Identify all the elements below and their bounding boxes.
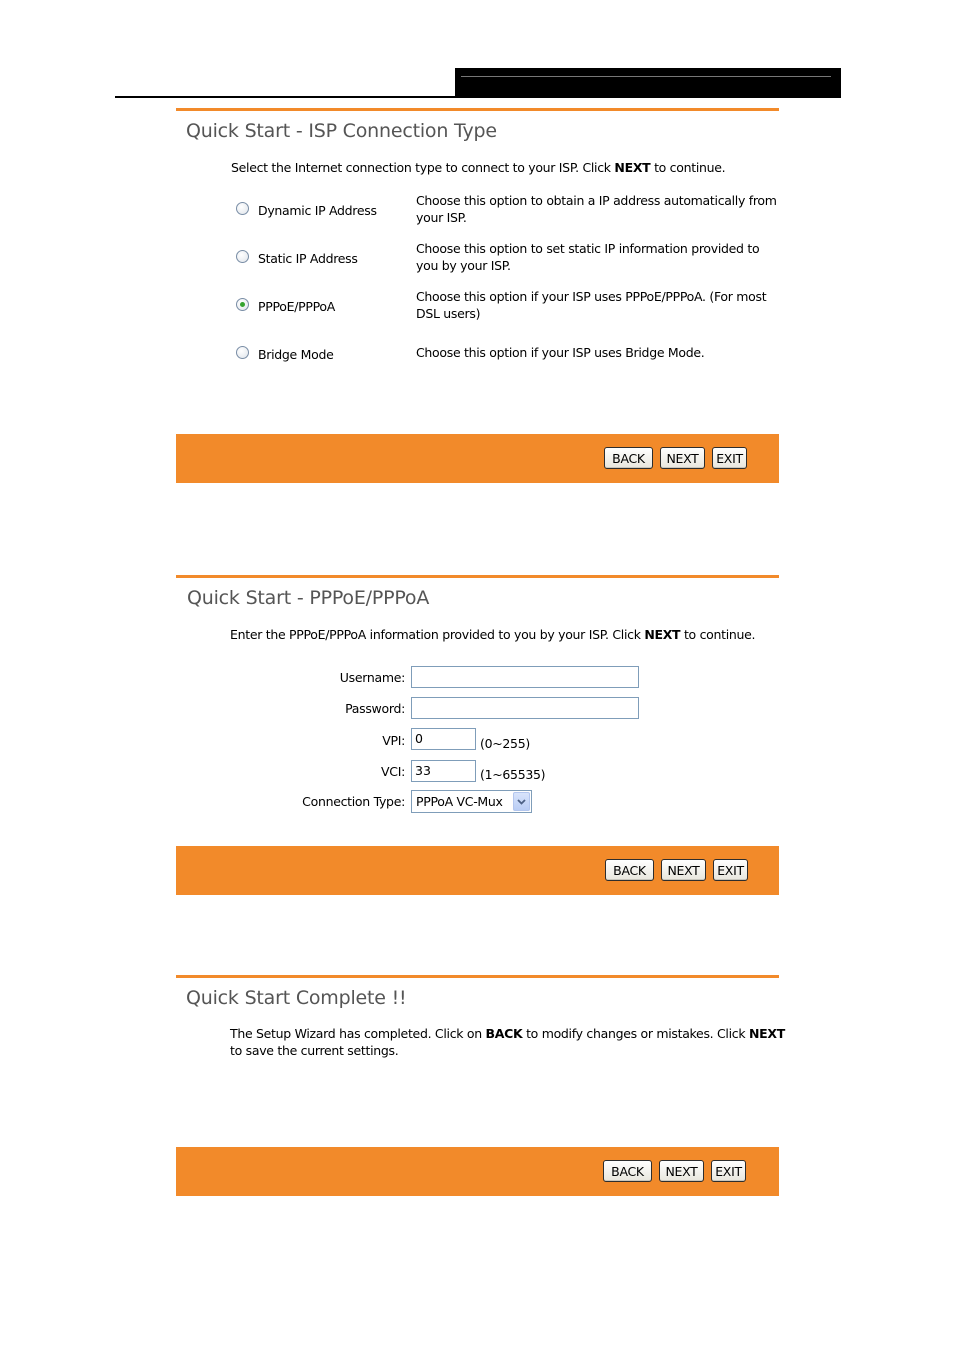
username-input[interactable] [411,666,639,688]
vci-range-hint: (1~65535) [480,767,546,782]
username-label: Username: [339,670,405,685]
chevron-down-icon[interactable] [513,792,530,811]
dynamic-ip-radio[interactable] [236,202,249,215]
next-button[interactable]: NEXT [661,859,706,881]
page-title: Quick Start Complete !! [186,987,407,1009]
connection-type-select[interactable] [411,790,532,813]
panel-top-rule [176,108,779,111]
static-ip-label[interactable]: Static IP Address [258,251,358,266]
next-button[interactable]: NEXT [660,447,705,469]
page-title: Quick Start - ISP Connection Type [186,120,497,142]
manual-header-block [455,68,841,98]
completion-text-line-2: to save the current settings. [230,1043,399,1058]
option-bridge-mode [176,344,779,384]
quick-start-complete-panel [176,975,785,1196]
page-title: Quick Start - PPPoE/PPPoA [187,587,430,609]
back-button[interactable]: BACK [605,859,654,881]
bridge-mode-radio[interactable] [236,346,249,359]
exit-button[interactable]: EXIT [712,447,747,469]
vpi-range-hint: (0~255) [480,736,530,751]
next-button[interactable]: NEXT [659,1160,704,1182]
option-dynamic-ip [176,192,779,232]
exit-button[interactable]: EXIT [711,1160,746,1182]
isp-connection-type-panel [176,108,779,483]
password-input[interactable] [411,697,639,719]
static-ip-radio[interactable] [236,250,249,263]
pppoe-pppoa-radio[interactable] [236,298,249,311]
connection-type-value: PPPoA VC-Mux [416,794,503,809]
pppoe-pppoa-description: Choose this option if your ISP uses PPPoE/PPPoA. (For most DSL users) [416,289,767,321]
back-button[interactable]: BACK [603,1160,652,1182]
panel-top-rule [176,975,779,978]
completion-text-line-1: The Setup Wizard has completed. Click on BACK to modify changes or mistakes. Click NEXT [230,1026,785,1041]
back-button[interactable]: BACK [604,447,653,469]
option-pppoe-pppoa [176,288,779,328]
manual-header-rule [115,96,840,98]
dynamic-ip-description: Choose this option to obtain a IP address automatically from your ISP. [416,193,777,225]
bridge-mode-description: Choose this option if your ISP uses Bridge Mode. [416,345,705,360]
vci-label: VCI: [381,764,405,779]
password-label: Password: [345,701,405,716]
button-bar [176,1147,779,1196]
vpi-input[interactable]: 0 [411,728,476,750]
instruction-text: Select the Internet connection type to connect to your ISP. Click NEXT to continue. [231,160,726,175]
option-static-ip [176,240,779,280]
static-ip-description: Choose this option to set static IP information provided to you by your ISP. [416,241,760,273]
exit-button[interactable]: EXIT [713,859,748,881]
pppoe-pppoa-panel [176,575,779,896]
panel-top-rule [176,575,779,578]
vpi-label: VPI: [382,733,405,748]
dynamic-ip-label[interactable]: Dynamic IP Address [258,203,377,218]
instruction-text: Enter the PPPoE/PPPoA information provided to you by your ISP. Click NEXT to continue. [230,627,756,642]
pppoe-pppoa-label[interactable]: PPPoE/PPPoA [258,299,335,314]
vci-input[interactable]: 33 [411,760,476,782]
button-bar [176,434,779,483]
connection-type-label: Connection Type: [302,794,405,809]
button-bar [176,846,779,895]
bridge-mode-label[interactable]: Bridge Mode [258,347,334,362]
